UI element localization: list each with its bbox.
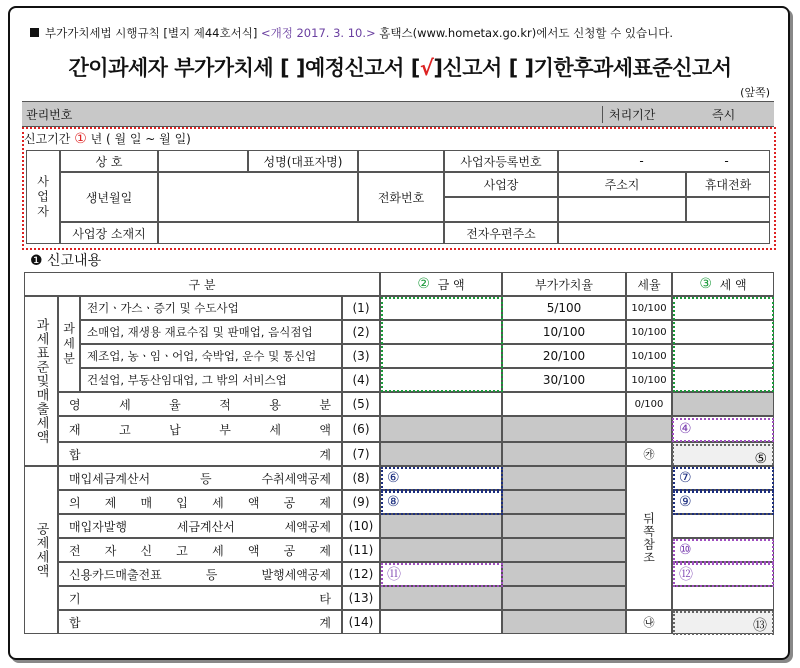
deduction-tax-marker: ⑬ <box>753 618 767 634</box>
deduction-label-part: 전 <box>69 543 81 558</box>
row-code: (12) <box>342 562 380 586</box>
business-phone-label: 사업장 <box>444 172 558 197</box>
deduction-label-part: 의 <box>69 495 81 510</box>
address-phone-label: 주소지 <box>558 172 686 197</box>
row-code: (13) <box>342 586 380 610</box>
zero-rate-char: 분 <box>319 397 331 412</box>
hometax-note: 홈택스(www.hometax.go.kr)에서도 신청할 수 있습니다. <box>379 26 674 40</box>
deduction-label-part: 제 <box>104 495 117 510</box>
phone-label: 전화번호 <box>358 172 444 222</box>
deduction-amount-marker: ⑧ <box>387 494 400 510</box>
deduction-amount-field <box>380 538 502 562</box>
deduction-vat-rate <box>502 466 626 490</box>
front-side-label: (앞쪽) <box>740 86 770 99</box>
row-code: (10) <box>342 514 380 538</box>
marker-2: ② <box>417 276 430 292</box>
deduction-label-part: 공 <box>283 495 296 510</box>
marker-3: ③ <box>699 276 712 292</box>
reinventory-char: 납 <box>169 422 181 437</box>
deduction-label-part: 세금계산서 <box>176 519 235 534</box>
vat-rate-value: 20/100 <box>502 344 626 368</box>
reg-number-label: 사업자등록번호 <box>444 150 558 172</box>
vat-rate-value: 30/100 <box>502 368 626 392</box>
mark-na: ㉯ <box>626 610 672 634</box>
reinventory-vat-rate <box>502 416 626 442</box>
row-code: (3) <box>342 344 380 368</box>
taxable-row-label: 건설업, 부동산임대업, 그 밖의 서비스업 <box>80 368 342 392</box>
zero-rate-tax <box>672 392 774 416</box>
tax-rate-value: 10/100 <box>626 320 672 344</box>
deduction-label-part: 매입세금계산서 <box>69 471 151 486</box>
deduction-amount-field <box>380 514 502 538</box>
vat-rate-value: 5/100 <box>502 296 626 320</box>
mark-ga: ㉮ <box>626 442 672 466</box>
deduction-row-label <box>58 610 342 634</box>
reinventory-char: 재 <box>69 422 81 437</box>
deduction-tax-marker: ⑫ <box>679 567 693 583</box>
back-reference-label: 뒤쪽참조 <box>626 466 672 610</box>
deduction-row-label <box>58 586 342 610</box>
mgmt-number-label: 관리번호 <box>26 108 73 122</box>
form-header <box>30 25 673 41</box>
total1-label <box>58 442 342 466</box>
code-6: (6) <box>342 416 380 442</box>
tax-base-side-label: 과세표준및매출세액 <box>24 296 58 466</box>
deduction-label-part: 공 <box>283 543 296 558</box>
tax-rate-header: 세율 <box>626 272 672 296</box>
deduction-label-part: 기 <box>69 591 81 606</box>
field-highlight <box>673 491 774 515</box>
tax-highlight <box>673 297 774 392</box>
deduction-label-part: 매입자발행 <box>69 519 127 534</box>
deduction-tax-field[interactable] <box>672 514 774 538</box>
field-highlight <box>381 467 503 491</box>
marker-5: ⑤ <box>754 451 767 467</box>
deduction-side-label: 공제세액 <box>24 466 58 634</box>
regulation-ref: 부가가치세법 시행규칙 [별지 제44호서식] <box>45 26 258 40</box>
amount-highlight <box>381 297 503 392</box>
tax-rate-value: 10/100 <box>626 368 672 392</box>
deduction-row-label <box>58 466 342 490</box>
square-bullet-icon <box>30 28 39 37</box>
deduction-label-part: 제 <box>319 495 331 510</box>
revision-date: <개정 2017. 3. 10.> <box>260 26 376 40</box>
deduction-tax-marker: ⑦ <box>679 470 692 486</box>
total1-amount <box>380 442 502 466</box>
zero-rate-char: 영 <box>69 397 81 412</box>
zero-rate-char: 적 <box>219 397 231 412</box>
deduction-label-part: 입 <box>176 495 188 510</box>
deduction-label-part: 신용카드매출전표 <box>69 567 162 582</box>
deduction-vat-rate <box>502 562 626 586</box>
marker-4: ④ <box>679 421 692 437</box>
deduction-amount-marker: ⑪ <box>387 567 401 583</box>
deduction-tax-field[interactable] <box>672 586 774 610</box>
taxable-side-label: 과세분 <box>58 296 80 392</box>
vat-rate-value: 10/100 <box>502 320 626 344</box>
total1-char: 합 <box>69 447 81 462</box>
deduction-label-part: 등 <box>205 567 218 582</box>
field-highlight <box>673 539 774 563</box>
deduction-row-label <box>58 562 342 586</box>
marker-1: ① <box>74 131 87 147</box>
deduction-tax-marker: ⑨ <box>679 494 692 510</box>
total1-vat-rate <box>502 442 626 466</box>
deduction-amount-field[interactable] <box>380 610 502 634</box>
row-code: (8) <box>342 466 380 490</box>
field-highlight <box>381 563 503 587</box>
rep-name-label: 성명(대표자명) <box>248 150 358 172</box>
deduction-label-part: 세 <box>212 495 224 510</box>
tax-header <box>672 272 774 296</box>
zero-rate-char: 세 <box>119 397 131 412</box>
field-highlight <box>673 563 774 587</box>
deduction-label-part: 등 <box>200 471 212 486</box>
marker-4-highlight <box>672 418 774 442</box>
row-code: (11) <box>342 538 380 562</box>
row-code: (9) <box>342 490 380 514</box>
deduction-row-label <box>58 538 342 562</box>
deduction-label-part: 자 <box>104 543 117 558</box>
deduction-label-part: 매 <box>140 495 153 510</box>
deduction-tax-marker: ⑩ <box>679 542 692 558</box>
code-7: (7) <box>342 442 380 466</box>
reinventory-char: 액 <box>319 422 331 437</box>
zero-rate-char: 율 <box>169 397 181 412</box>
reinventory-char: 고 <box>119 422 131 437</box>
marker-5-highlight <box>672 444 774 468</box>
reinventory-label <box>58 416 342 442</box>
period-label: 신고기간 <box>24 132 71 146</box>
code-5: (5) <box>342 392 380 416</box>
row-code: (1) <box>342 296 380 320</box>
row-code: (2) <box>342 320 380 344</box>
mobile-label: 휴대전화 <box>686 172 770 197</box>
deduction-label-part: 액 <box>247 543 260 558</box>
category-header: 구 분 <box>24 272 380 296</box>
deduction-label-part: 합 <box>69 615 81 630</box>
tax-rate-value: 10/100 <box>626 296 672 320</box>
zero-rate-vat-rate <box>502 392 626 416</box>
deduction-vat-rate <box>502 586 626 610</box>
deduction-vat-rate <box>502 538 626 562</box>
deduction-label-part: 수취세액공제 <box>261 471 331 486</box>
reinventory-char: 부 <box>219 422 231 437</box>
taxpayer-side-label: 사업자 <box>26 150 60 244</box>
deduction-label-part: 제 <box>319 543 331 558</box>
deduction-vat-rate <box>502 610 626 634</box>
reinventory-amount <box>380 416 502 442</box>
field-highlight <box>673 467 774 491</box>
deduction-row-label <box>58 514 342 538</box>
field-highlight <box>381 491 503 515</box>
zero-rate-label <box>58 392 342 416</box>
deduction-label-part: 세 <box>212 543 224 558</box>
deduction-label-part: 타 <box>319 591 331 606</box>
deduction-label-part: 계 <box>319 615 331 630</box>
deduction-vat-rate <box>502 514 626 538</box>
deduction-label-part: 발행세액공제 <box>261 567 331 582</box>
taxable-row-label: 소매업, 재생용 재료수집 및 판매업, 음식점업 <box>80 320 342 344</box>
deduction-vat-rate <box>502 490 626 514</box>
deduction-label-part: 액 <box>247 495 260 510</box>
vat-rate-header: 부가가치율 <box>502 272 626 296</box>
taxable-row-label: 전기ㆍ가스ㆍ증기 및 수도사업 <box>80 296 342 320</box>
management-bar <box>22 101 774 127</box>
processing-period-label: 처리기간 <box>602 106 655 123</box>
row-code: (4) <box>342 368 380 392</box>
business-location-label: 사업장 소재지 <box>60 222 158 244</box>
amount-header-label: 금 액 <box>437 277 465 292</box>
report-content-title: ❶ 신고내용 <box>30 253 102 269</box>
reinventory-tax-rate <box>626 416 672 442</box>
field-highlight <box>673 611 774 635</box>
tax-header-label: 세 액 <box>719 277 747 292</box>
deduction-label-part: 고 <box>176 543 188 558</box>
reg-dash-1: - <box>639 154 644 168</box>
birth-date-label: 생년월일 <box>60 172 158 222</box>
amount-header <box>380 272 502 296</box>
deduction-row-label <box>58 490 342 514</box>
zero-rate-char: 용 <box>269 397 281 412</box>
reinventory-char: 세 <box>269 422 281 437</box>
reg-dash-2: - <box>724 154 729 168</box>
zero-tax-rate: 0/100 <box>626 392 672 416</box>
deduction-amount-field <box>380 586 502 610</box>
period-text[interactable]: 년 ( 월 일 ~ 월 일) <box>90 132 191 146</box>
title-prefix: 간이과세자 부가가치세 [ ]예정신고서 [ <box>68 56 420 80</box>
total1-char: 계 <box>319 447 331 462</box>
taxpayer-highlight <box>22 127 776 250</box>
row-code: (14) <box>342 610 380 634</box>
trade-name-label: 상 호 <box>60 150 158 172</box>
title-suffix: ]신고서 [ ]기한후과세표준신고서 <box>433 56 732 80</box>
deduction-label-part: 신 <box>140 543 153 558</box>
check-mark-icon: √ <box>419 56 434 80</box>
taxable-row-label: 제조업, 농ㆍ임ㆍ어업, 숙박업, 운수 및 통신업 <box>80 344 342 368</box>
deduction-amount-marker: ⑥ <box>387 470 400 486</box>
deduction-label-part: 세액공제 <box>284 519 331 534</box>
tax-rate-value: 10/100 <box>626 344 672 368</box>
form-title <box>0 52 800 82</box>
zero-rate-amount[interactable] <box>380 392 502 416</box>
email-label: 전자우편주소 <box>444 222 558 244</box>
processing-period-value: 즉시 <box>712 108 736 122</box>
